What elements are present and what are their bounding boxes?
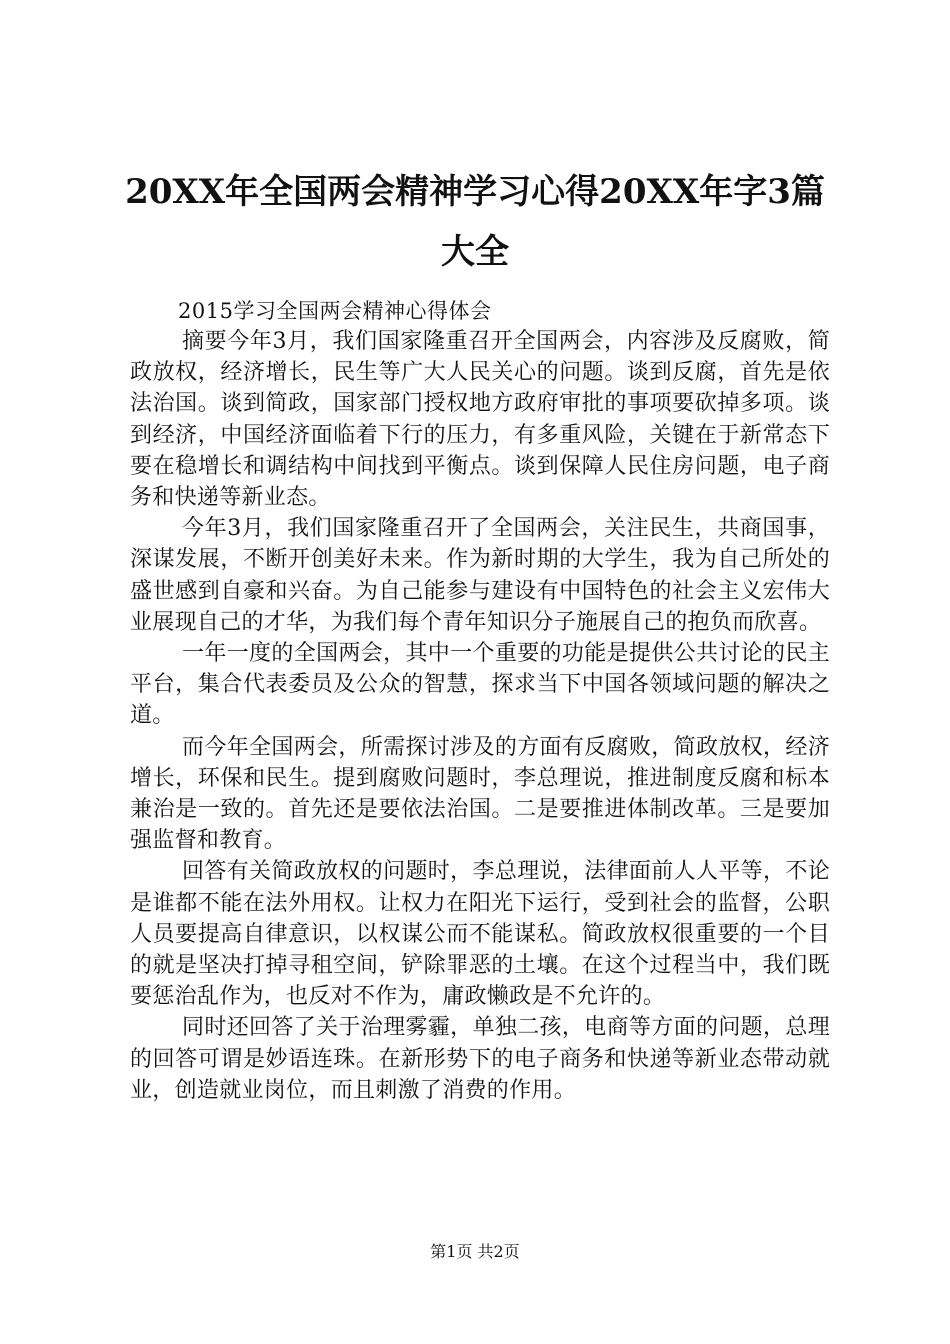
paragraph: 摘要今年3月，我们国家隆重召开全国两会，内容涉及反腐败，简政放权，经济增长，民生等广大人民关心的问题。谈到反腐，首先是依法治国。谈到简政，国家部门授权地方政府审批的事项要砍掉多项。谈到经济，中国经济面临着下行的压力，有多重风险，关键在于新常态下要在稳增长和调结构中间找到平衡点。谈到保障人民住房问题，电子商务和快递等新业态。 [130,329,830,511]
paragraph: 同时还回答了关于治理雾霾，单独二孩，电商等方面的问题，总理的回答可谓是妙语连珠。在新形势下的电子商务和快递等新业态带动就业，创造就业岗位，而且刺激了消费的作用。 [130,1015,830,1103]
paragraph: 而今年全国两会，所需探讨涉及的方面有反腐败，简政放权，经济增长，环保和民生。提到腐败问题时，李总理说，推进制度反腐和标本兼治是一致的。首先还是要依法治国。二是要推进体制改革。三是要加强监督和教育。 [130,734,830,854]
paragraph: 今年3月，我们国家隆重召开了全国两会，关注民生，共商国事，深谋发展，不断开创美好未来。作为新时期的大学生，我为自己所处的盛世感到自豪和兴奋。为自己能参与建设有中国特色的社会主义宏伟大业展现自己的才华，为我们每个青年知识分子施展自己的抱负而欣喜。 [130,516,830,635]
paragraph: 一年一度的全国两会，其中一个重要的功能是提供公共讨论的民主平台，集合代表委员及公众的智慧，探求当下中国各领域问题的解决之道。 [130,641,830,729]
document-body [130,326,830,1106]
paragraph: 回答有关简政放权的问题时，李总理说，法律面前人人平等，不论是谁都不能在法外用权。让权力在阳光下运行，受到社会的监督，公职人员要提高自律意识，以权谋公而不能谋私。简政放权很重要的一个目的就是坚决打掉寻租空间，铲除罪恶的土壤。在这个过程当中，我们既要惩治乱作为，也反对不作为，庸政懒政是不允许的。 [130,859,830,1010]
document-title: 20XX年全国两会精神学习心得20XX年字3篇大全 [125,172,825,272]
document-subtitle: 2015学习全国两会精神心得体会 [178,299,492,323]
page-footer: 第1页 共2页 [430,1242,520,1261]
